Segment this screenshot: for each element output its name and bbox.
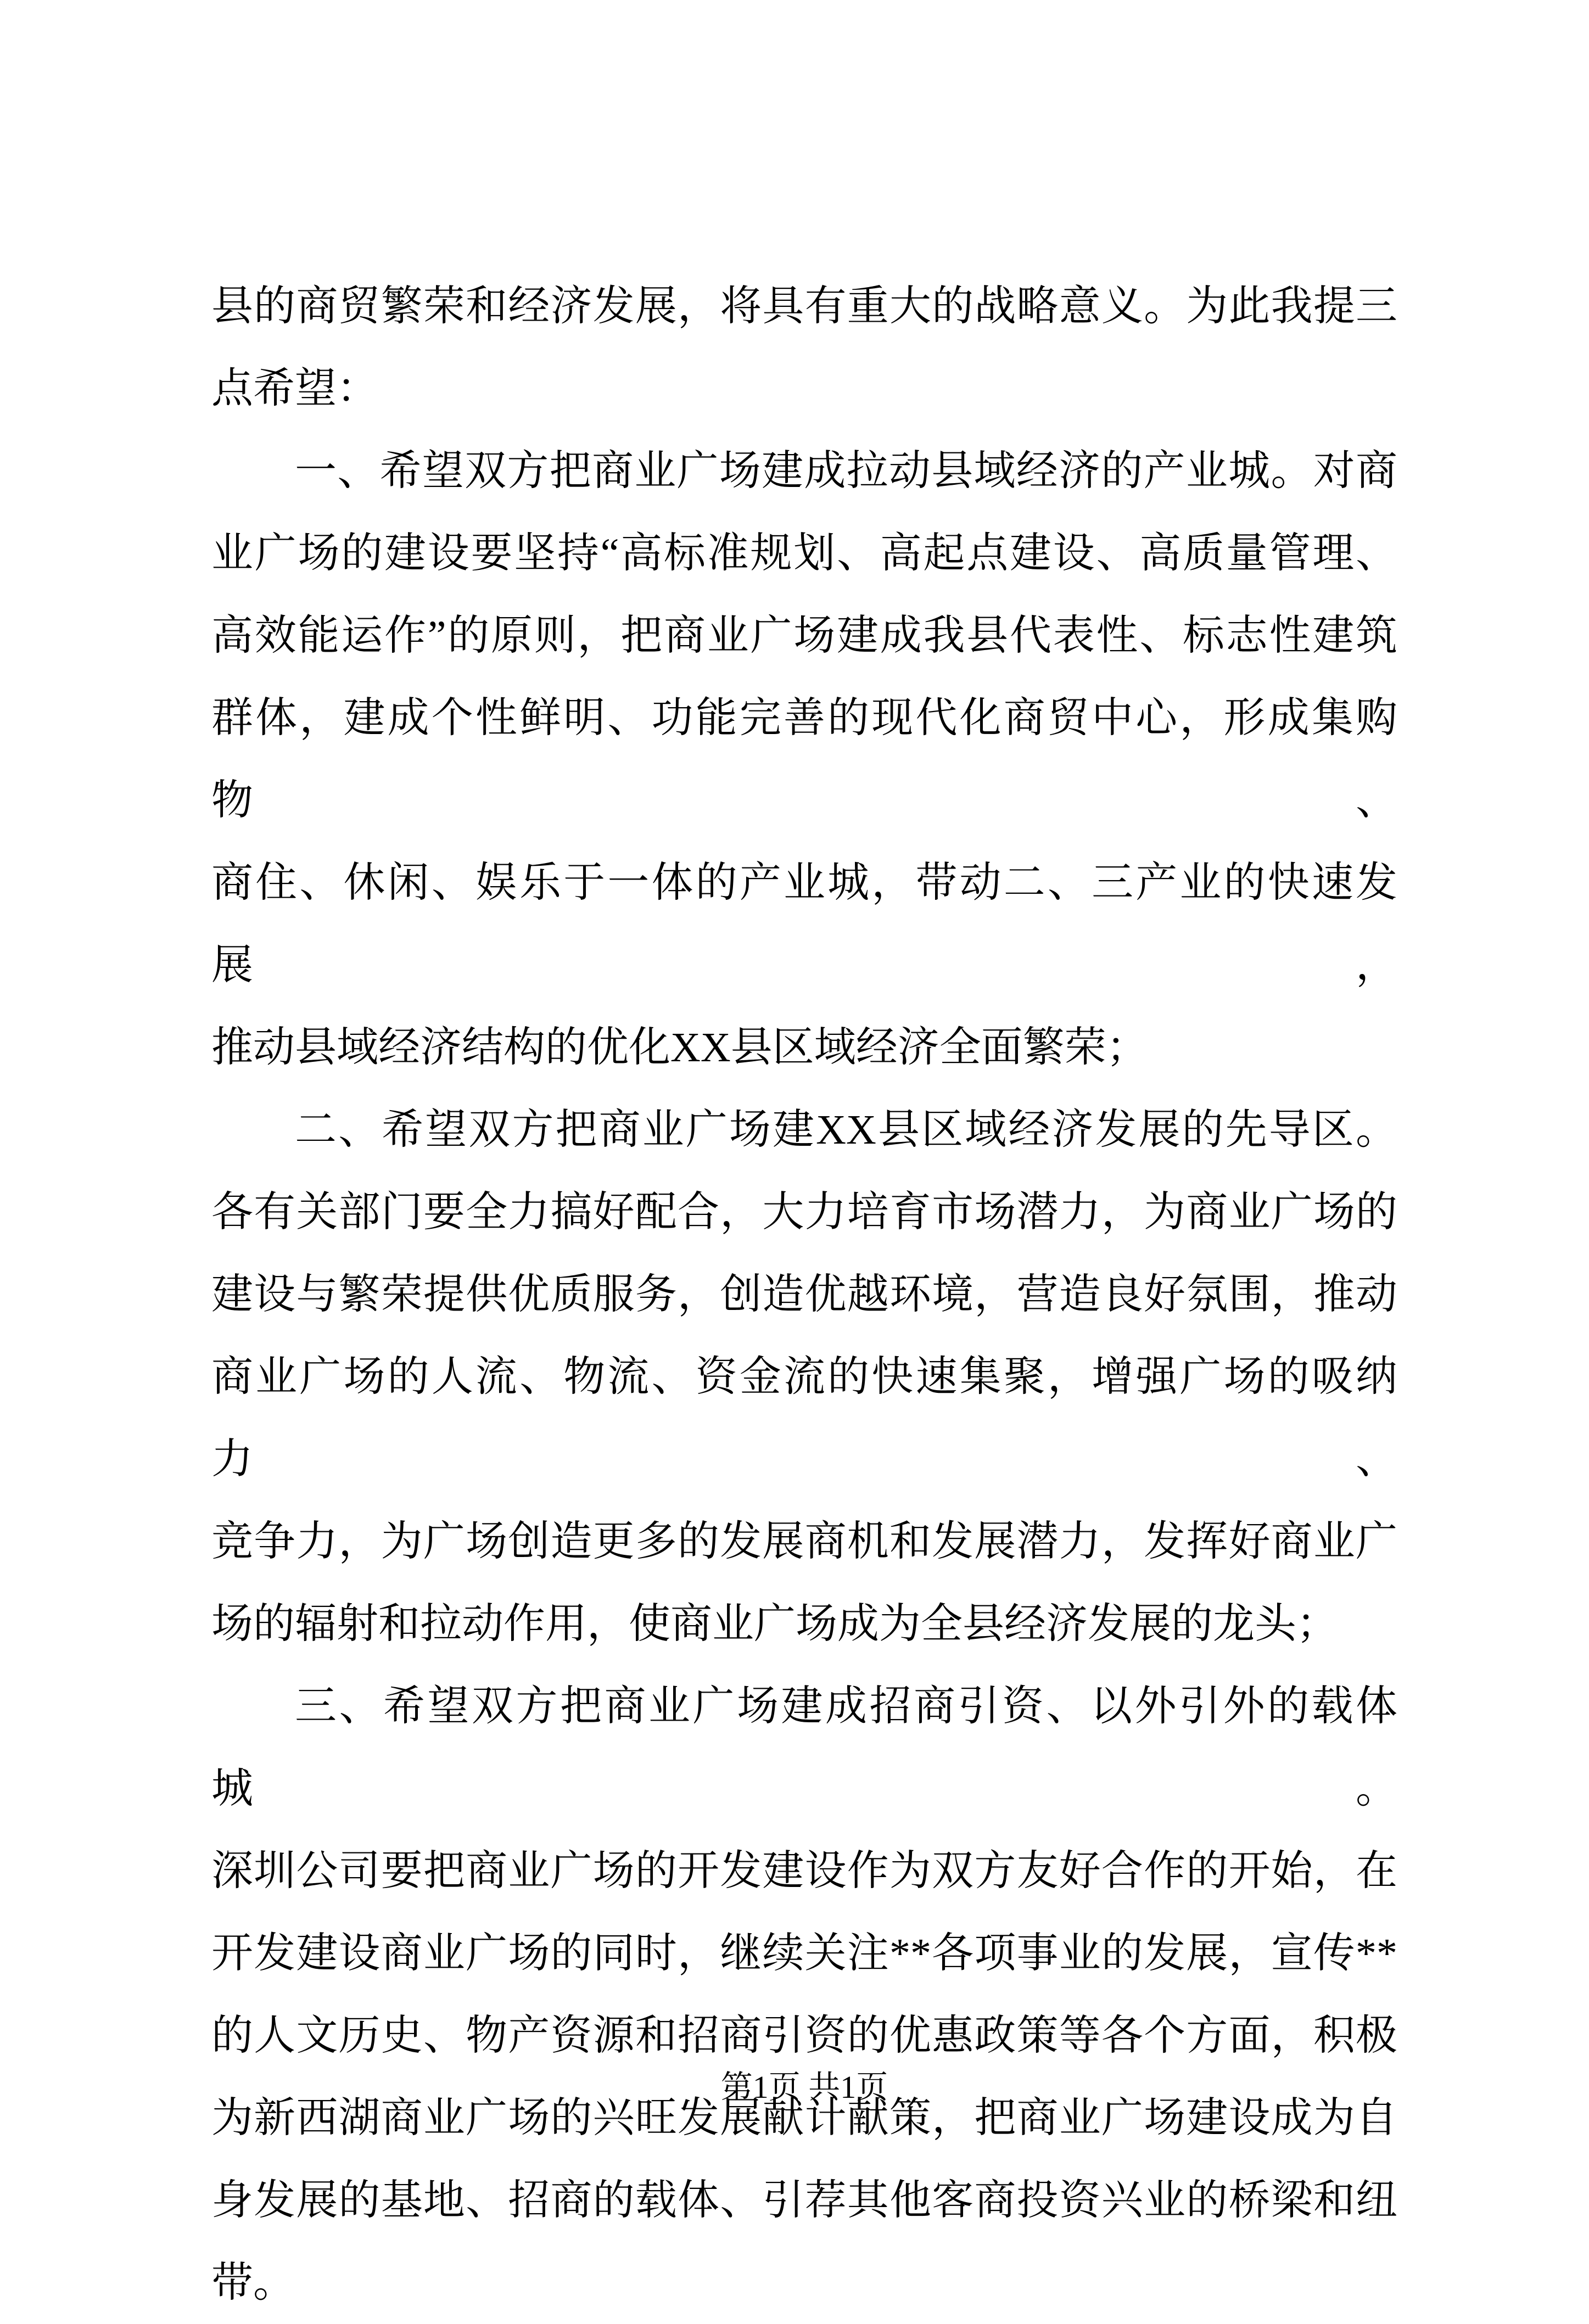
text-line: 带。 [211, 2260, 295, 2306]
text-line: 一、希望双方把商业广场建成拉动县域经济的产业城。对商 [295, 448, 1397, 494]
text-line: 县的商贸繁荣和经济发展，将具有重大的战略意义。为此我提三 [211, 283, 1397, 329]
text-line: 三、希望双方把商业广场建成招商引资、以外引外的载体城。 [211, 1683, 1397, 1812]
page-footer [211, 2065, 1397, 2109]
text-line: 开发建设商业广场的同时，继续关注**各项事业的发展，宣传** [211, 1930, 1397, 1976]
text-line: 场的辐射和拉动作用，使商业广场成为全县经济发展的龙头； [211, 1601, 1338, 1647]
text-line: 的人文历史、物产资源和招商引资的优惠政策等各个方面，积极 [211, 2013, 1397, 2059]
page-number-label: 第1页 共1页 [720, 2069, 888, 2105]
paragraph [211, 430, 1397, 1089]
paragraph [211, 1665, 1397, 2324]
text-line: 商业广场的人流、物流、资金流的快速集聚，增强广场的吸纳力、 [211, 1354, 1397, 1482]
text-line: 高效能运作”的原则，把商业广场建成我县代表性、标志性建筑 [211, 613, 1397, 659]
text-line: 商住、休闲、娱乐于一体的产业城，带动二、三产业的快速发展， [211, 860, 1397, 988]
text-line: 推动县域经济结构的优化XX县区域经济全面繁荣； [211, 1024, 1148, 1071]
text-line: 为新西湖商业广场的兴旺发展献计献策，把商业广场建设成为自 [211, 2095, 1397, 2141]
text-line: 身发展的基地、招商的载体、引荐其他客商投资兴业的桥梁和纽 [211, 2177, 1397, 2224]
paragraph [211, 265, 1397, 430]
document-body [211, 265, 1397, 2324]
text-line: 二、希望双方把商业广场建XX县区域经济发展的先导区。 [295, 1107, 1397, 1153]
text-line: 竞争力，为广场创造更多的发展商机和发展潜力，发挥好商业广 [211, 1519, 1397, 1565]
text-line: 建设与繁荣提供优质服务，创造优越环境，营造良好氛围，推动 [211, 1272, 1397, 1318]
paragraph [211, 1089, 1397, 1665]
text-line: 业广场的建设要坚持“高标准规划、高起点建设、高质量管理、 [211, 530, 1397, 576]
text-line: 各有关部门要全力搞好配合，大力培育市场潜力，为商业广场的 [211, 1189, 1397, 1235]
text-line: 深圳公司要把商业广场的开发建设作为双方友好合作的开始，在 [211, 1848, 1397, 1894]
text-line: 点希望： [211, 366, 378, 412]
text-line: 群体，建成个性鲜明、功能完善的现代化商贸中心，形成集购物、 [211, 695, 1397, 824]
